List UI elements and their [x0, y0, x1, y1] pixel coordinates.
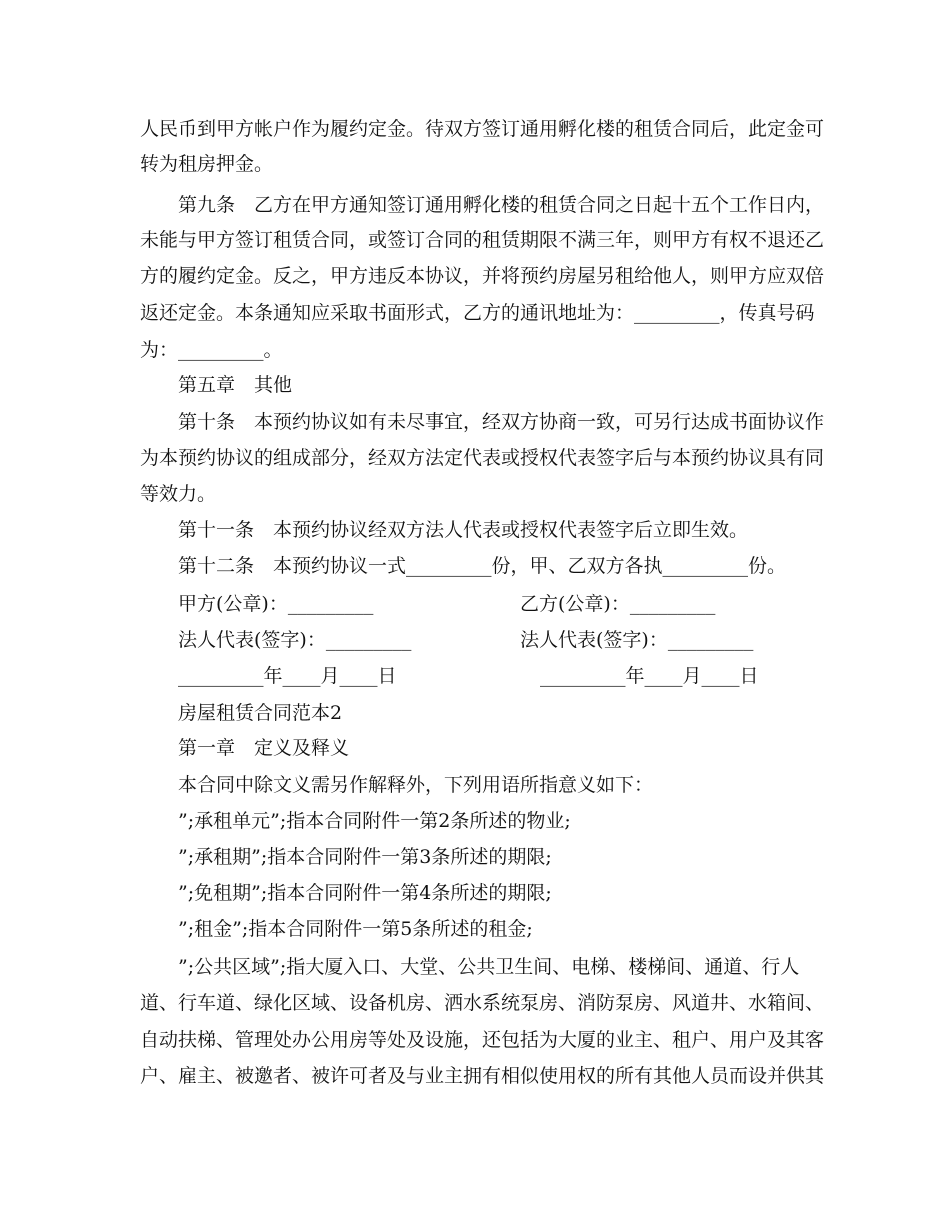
party-b-seal: 乙方(公章)：_________ [520, 593, 716, 615]
text-line: 等效力。 [140, 483, 217, 505]
text-line: 为本预约协议的组成部分，经双方法定代表或授权代表签字后与本预约协议具有同 [140, 447, 825, 469]
text-line: 方的履约定金。反之，甲方违反本协议，并将预约房屋另租给他人，则甲方应双倍 [140, 265, 825, 287]
text-line: 返还定金。本条通知应采取书面形式，乙方的通讯地址为：_________，传真号码 [140, 302, 815, 324]
text-line: 为：_________。 [140, 339, 283, 361]
contract-2-title: 房屋租赁合同范本2 [178, 702, 343, 724]
definition-item: ”;承租单元”;指本合同附件一第2条所述的物业; [178, 810, 571, 832]
party-b-representative: 法人代表(签字)：_________ [520, 629, 754, 651]
party-a-seal: 甲方(公章)：_________ [178, 593, 374, 615]
definition-item: ”;租金”;指本合同附件一第5条所述的租金; [178, 918, 533, 940]
article-12: 第十二条 本预约协议一式_________份，甲、乙双方各执_________份。 [178, 555, 787, 577]
text-line: 未能与甲方签订租赁合同，或签订合同的租赁期限不满三年，则甲方有权不退还乙 [140, 229, 825, 251]
article-9: 第九条 乙方在甲方通知签订通用孵化楼的租赁合同之日起十五个工作日内， [178, 194, 825, 216]
definition-item: ”;承租期”;指本合同附件一第3条所述的期限; [178, 846, 552, 868]
party-b-date: _________年____月____日 [540, 665, 759, 687]
article-11: 第十一条 本预约协议经双方法人代表或授权代表签字后立即生效。 [178, 519, 749, 541]
article-10: 第十条 本预约协议如有未尽事宜，经双方协商一致，可另行达成书面协议作 [178, 411, 825, 433]
chapter-5-heading: 第五章 其他 [178, 374, 293, 396]
definition-item: ”;公共区域”;指大厦入口、大堂、公共卫生间、电梯、楼梯间、通道、行人 [178, 956, 800, 978]
party-a-date: _________年____月____日 [178, 665, 397, 687]
text-line: 人民币到甲方帐户作为履约定金。待双方签订通用孵化楼的租赁合同后，此定金可 [140, 118, 825, 140]
definitions-intro: 本合同中除文义需另作解释外，下列用语所指意义如下： [178, 774, 654, 796]
definition-item: ”;免租期”;指本合同附件一第4条所述的期限; [178, 882, 552, 904]
party-a-representative: 法人代表(签字)：_________ [178, 629, 412, 651]
chapter-1-heading: 第一章 定义及释义 [178, 737, 350, 759]
text-line: 户、雇主、被邀者、被许可者及与业主拥有相似使用权的所有其他人员而设并供其 [140, 1065, 825, 1087]
text-line: 转为租房押金。 [140, 153, 274, 175]
text-line: 自动扶梯、管理处办公用房等处及设施，还包括为大厦的业主、租户、用户及其客 [140, 1029, 825, 1051]
text-line: 道、行车道、绿化区域、设备机房、洒水系统泵房、消防泵房、风道井、水箱间、 [140, 992, 825, 1014]
